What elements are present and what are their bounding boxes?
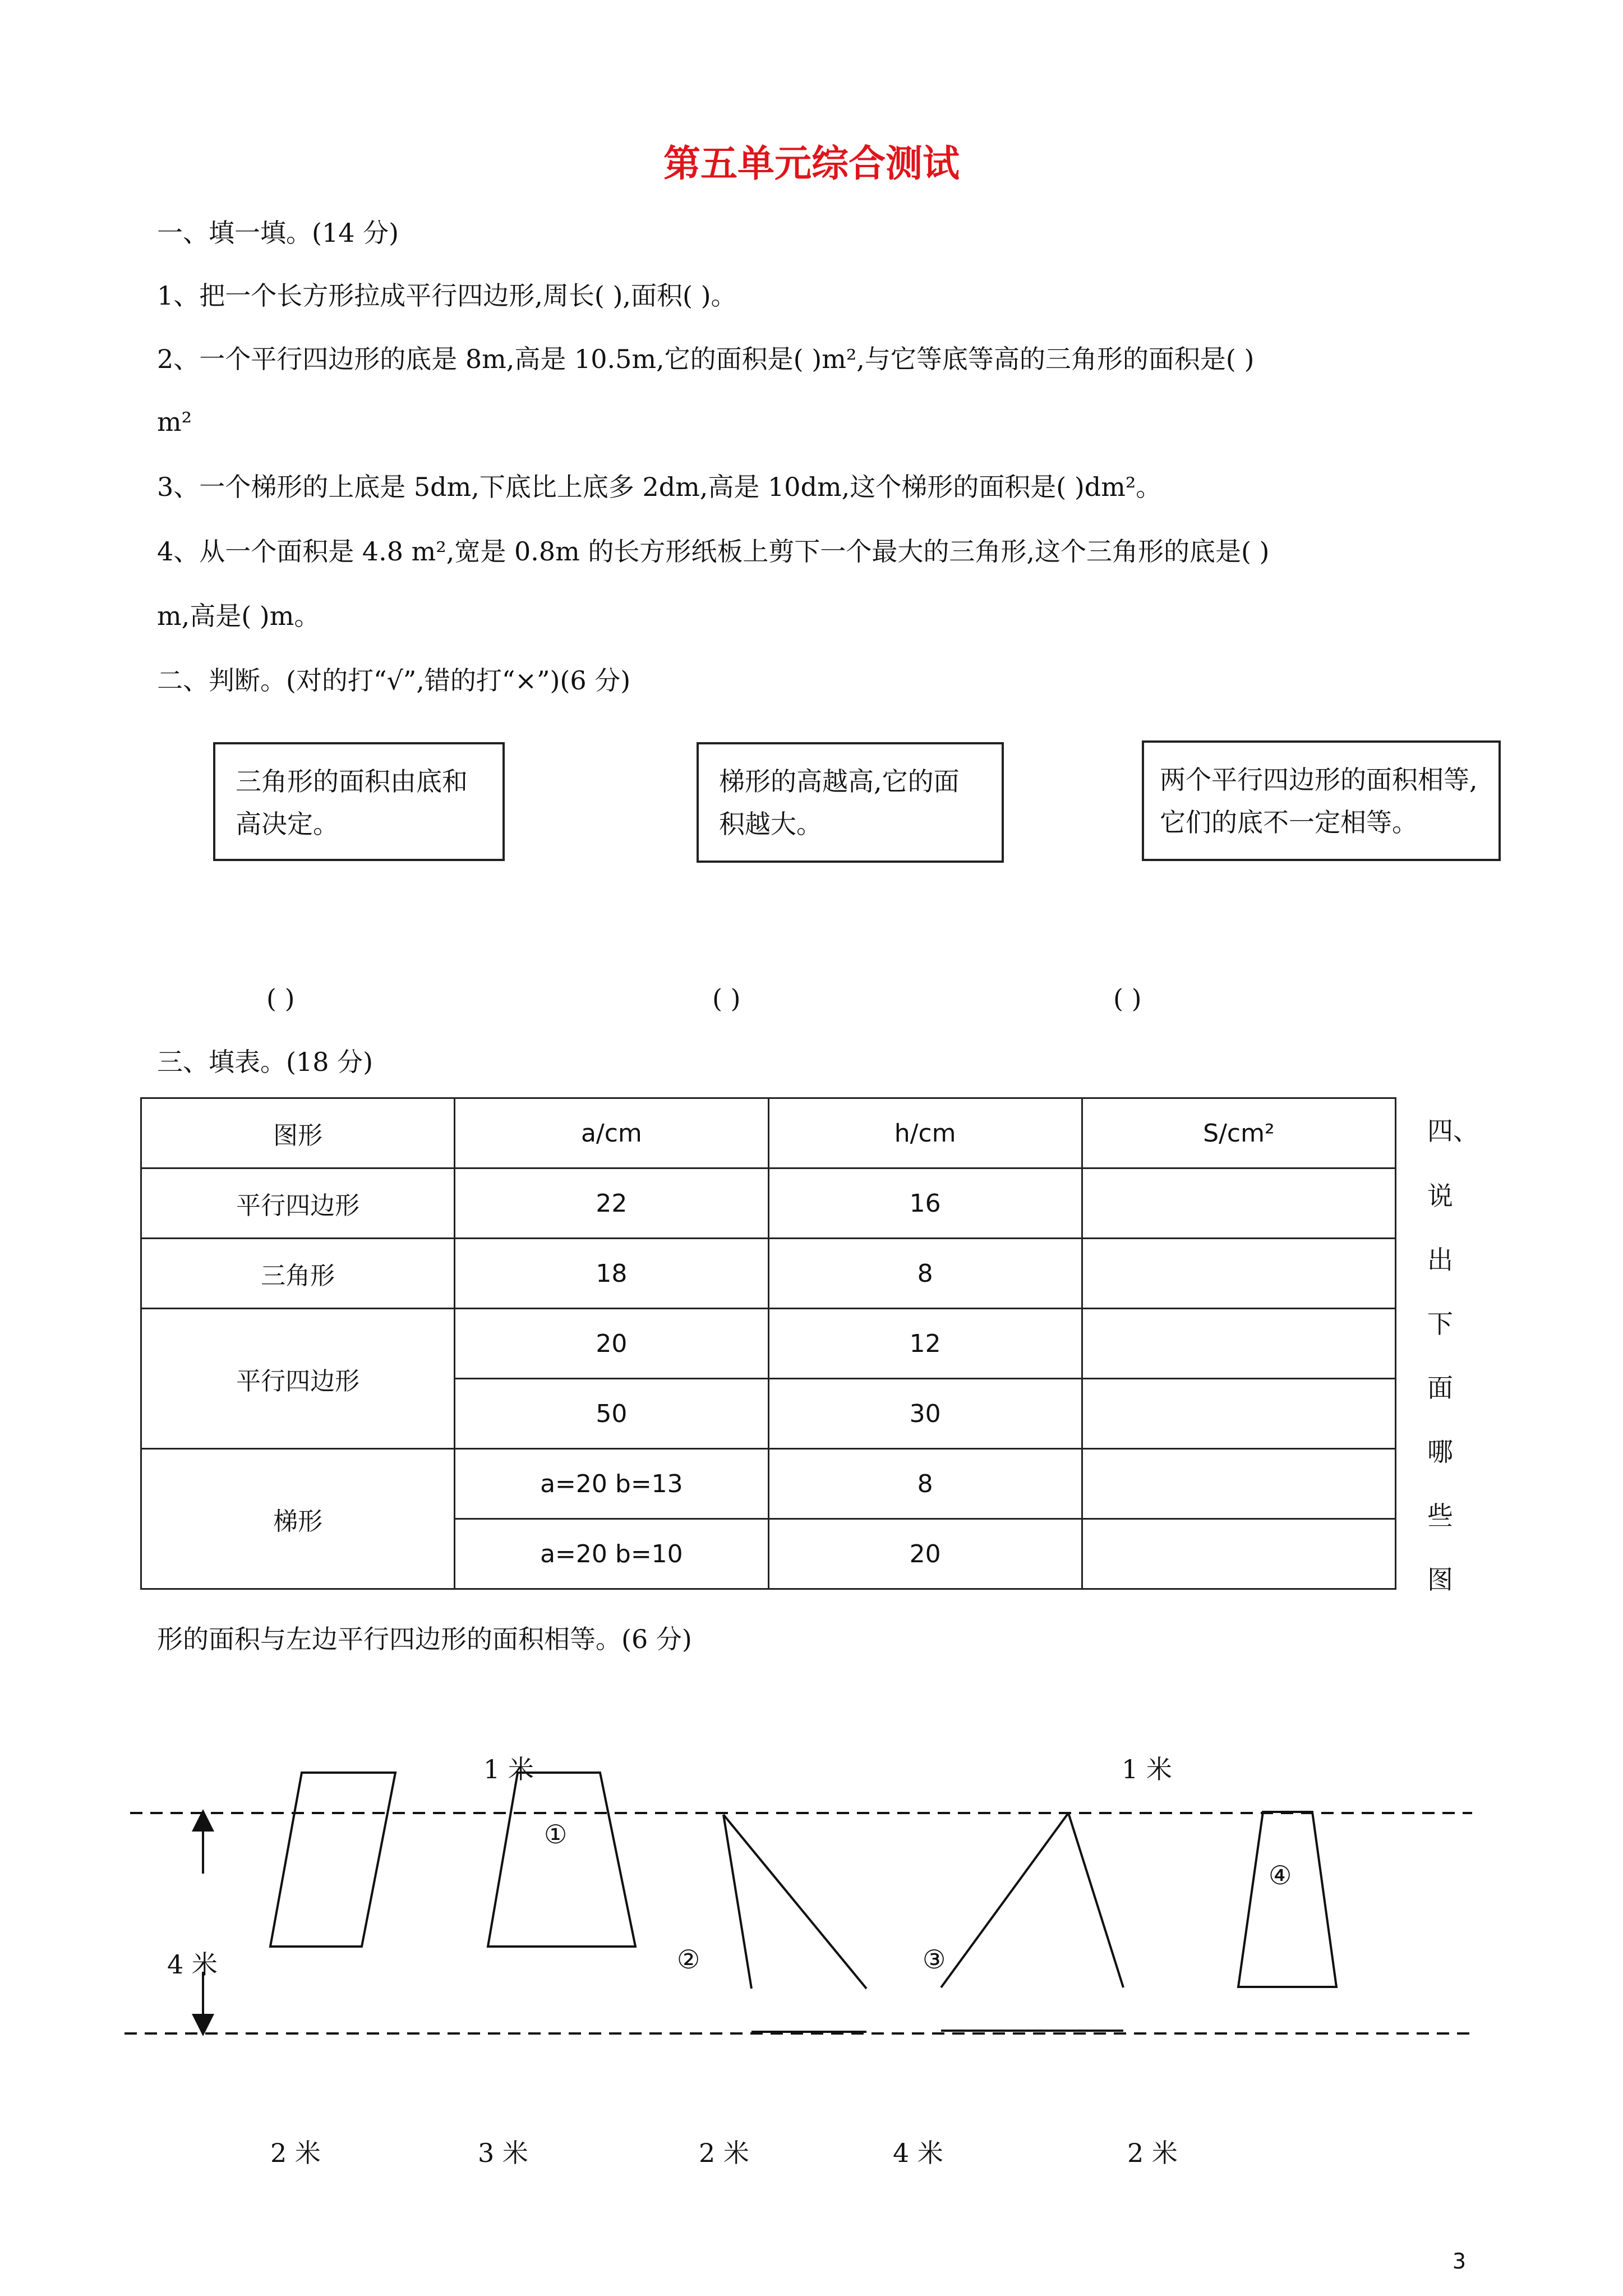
answer-paren-2: ( ) [712,983,741,1014]
judge-box-3: 两个平行四边形的面积相等,它们的底不一定相等。 [1142,740,1501,861]
header-a: a/cm [455,1098,768,1168]
label-base-4: 4 米 [893,2138,943,2168]
cell-a: 22 [455,1168,768,1239]
cell-h: 8 [768,1449,1082,1519]
label-base-3: 2 米 [699,2138,749,2168]
section-3-heading: 三、填表。(18 分) [157,1047,374,1077]
answer-paren-1: ( ) [266,983,295,1014]
page-title: 第五单元综合测试 [663,141,960,185]
question-2: 2、一个平行四边形的底是 8m,高是 10.5m,它的面积是( )m²,与它等底等高的三角形的面积是( ) [157,344,1255,374]
section-4-char: 些 [1427,1501,1453,1531]
cell-shape: 平行四边形 [141,1309,455,1449]
question-3: 3、一个梯形的上底是 5dm,下底比上底多 2dm,高是 10dm,这个梯形的面积是( )dm²。 [157,472,1162,502]
label-base-1: 2 米 [270,2138,321,2168]
judge-box-2: 梯形的高越高,它的面积越大。 [697,742,1004,863]
question-4: 4、从一个面积是 4.8 m²,宽是 0.8m 的长方形纸板上剪下一个最大的三角形,这个三角形的底是( ) [157,536,1270,567]
label-shape-2: ② [677,1944,700,1975]
cell-h: 30 [768,1379,1082,1449]
cell-h: 16 [768,1168,1082,1239]
page-number: 3 [1452,2249,1466,2274]
label-shape-3: ③ [923,1944,946,1975]
question-1: 1、把一个长方形拉成平行四边形,周长( ),面积( )。 [157,280,737,311]
cell-h: 20 [768,1519,1082,1589]
answer-paren-3: ( ) [1113,983,1142,1014]
section-4-char: 说 [1427,1181,1453,1211]
triangle-3-side [941,1813,1068,1987]
section-4-char: 四、 [1427,1116,1479,1146]
label-base-2: 3 米 [478,2138,528,2168]
label-shape-1: ① [544,1819,568,1849]
triangle-3-side [1068,1813,1123,1987]
label-shape-4: ④ [1269,1860,1292,1890]
section-2-heading: 二、判断。(对的打“√”,错的打“×”)(6 分) [157,665,631,696]
judge-box-1: 三角形的面积由底和高决定。 [213,742,505,861]
section-4-text: 形的面积与左边平行四边形的面积相等。(6 分) [157,1624,692,1654]
cell-h: 8 [768,1239,1082,1309]
parallelogram-shape [270,1773,395,1947]
triangle-2-side [723,1815,866,1989]
question-2-unit: m² [157,407,192,437]
trapezoid-4-shape [1238,1812,1336,1987]
section-4-char: 出 [1427,1245,1453,1275]
cell-a: a=20 b=10 [455,1519,768,1589]
cell-a: 50 [455,1379,768,1449]
label-height: 4 米 [167,1949,218,1980]
triangle-2-side [723,1815,751,1989]
cell-h: 12 [768,1309,1082,1379]
cell-a: 20 [455,1309,768,1379]
label-top-2: 1 米 [1122,1754,1172,1784]
header-s: S/cm² [1082,1098,1395,1168]
cell-a: a=20 b=13 [455,1449,768,1519]
label-top-1: 1 米 [483,1754,534,1784]
section-1-heading: 一、填一填。(14 分) [157,218,399,248]
section-4-char: 下 [1427,1309,1453,1339]
trapezoid-1-shape [488,1773,635,1947]
cell-shape: 平行四边形 [141,1168,455,1239]
section-4-char: 图 [1427,1565,1453,1595]
cell-shape: 三角形 [141,1239,455,1309]
header-h: h/cm [768,1098,1082,1168]
section-4-char: 面 [1427,1373,1453,1403]
cell-shape: 梯形 [141,1449,455,1589]
question-4-cont: m,高是( )m。 [157,601,320,631]
section-4-char: 哪 [1427,1437,1453,1467]
label-base-5: 2 米 [1127,2138,1178,2168]
cell-a: 18 [455,1239,768,1309]
header-shape: 图形 [141,1098,455,1168]
